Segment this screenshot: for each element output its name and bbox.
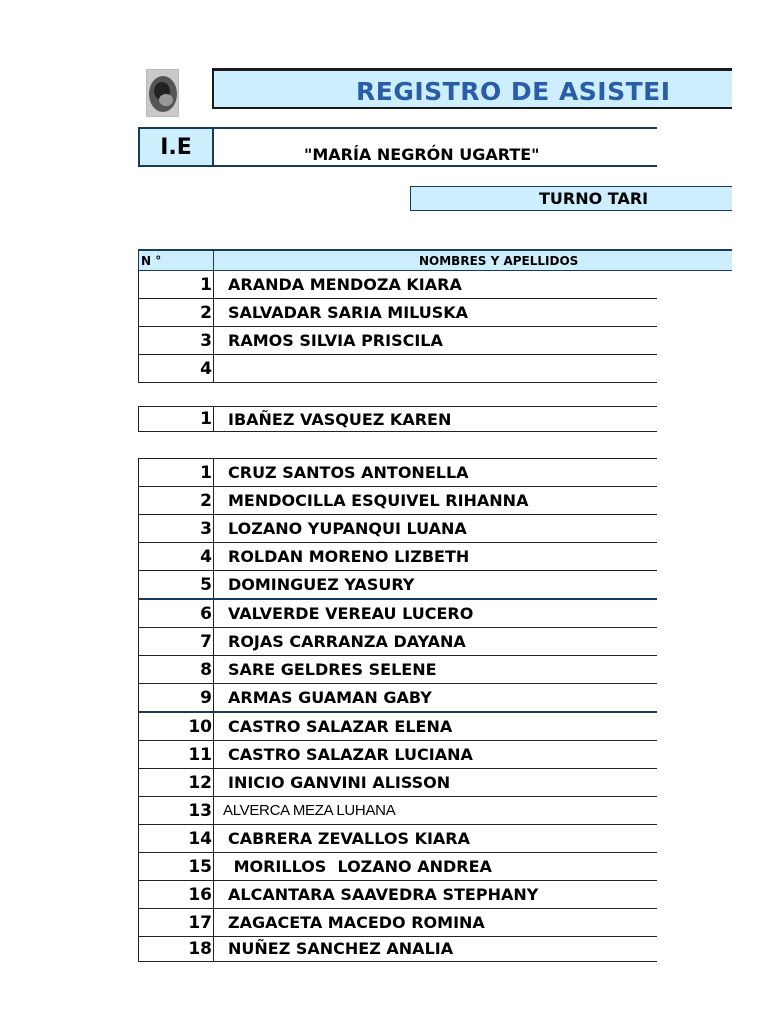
- row-number: 2: [139, 487, 214, 514]
- student-name: DOMINGUEZ YASURY: [228, 575, 415, 594]
- row-number: 2: [139, 299, 214, 326]
- table-row: [138, 881, 657, 909]
- table-row: [138, 937, 657, 962]
- table-row: [138, 299, 657, 327]
- row-number: 4: [139, 355, 214, 382]
- student-name: ZAGACETA MACEDO ROMINA: [228, 913, 485, 932]
- row-number: 6: [139, 600, 214, 627]
- row-number: 1: [139, 459, 214, 486]
- row-number: 18: [139, 937, 214, 961]
- table-row: [138, 797, 657, 825]
- turno-label: TURNO TARI: [539, 189, 649, 208]
- student-name: MORILLOS LOZANO ANDREA: [228, 857, 492, 876]
- table-row: [138, 459, 657, 487]
- row-number: 9: [139, 684, 214, 711]
- table-row: [138, 656, 657, 684]
- student-name: RAMOS SILVIA PRISCILA: [228, 331, 443, 350]
- turno-box: [410, 186, 732, 211]
- student-group-1: [138, 271, 657, 383]
- row-number: 10: [139, 713, 214, 740]
- table-row: [138, 327, 657, 355]
- row-number: 1: [139, 271, 214, 298]
- school-name-box: [212, 127, 657, 167]
- row-number: 7: [139, 628, 214, 655]
- table-row: [138, 543, 657, 571]
- row-number: 13: [139, 797, 214, 824]
- student-name: IBAÑEZ VASQUEZ KAREN: [228, 410, 452, 429]
- row-number: 14: [139, 825, 214, 852]
- column-header-number: N °: [141, 254, 162, 268]
- student-group-2: [138, 406, 657, 432]
- student-name: ARMAS GUAMAN GABY: [228, 688, 432, 707]
- student-name: SALVADAR SARIA MILUSKA: [228, 303, 469, 322]
- student-name: INICIO GANVINI ALISSON: [228, 773, 451, 792]
- row-number: 16: [139, 881, 214, 908]
- student-name: CASTRO SALAZAR LUCIANA: [228, 745, 473, 764]
- table-row: [138, 600, 657, 628]
- student-name: CABRERA ZEVALLOS KIARA: [228, 829, 471, 848]
- logo-image: [147, 70, 179, 117]
- table-row: [138, 487, 657, 515]
- student-name: SARE GELDRES SELENE: [228, 660, 437, 679]
- row-number: 8: [139, 656, 214, 683]
- table-row: [138, 853, 657, 881]
- student-name: LOZANO YUPANQUI LUANA: [228, 519, 467, 538]
- student-name: ALCANTARA SAAVEDRA STEPHANY: [228, 885, 539, 904]
- table-row: [138, 355, 657, 383]
- student-group-3: [138, 458, 657, 962]
- table-row: [138, 909, 657, 937]
- table-row: [138, 271, 657, 299]
- table-row: [138, 407, 657, 432]
- student-name: ROJAS CARRANZA DAYANA: [228, 632, 466, 651]
- school-name: "MARÍA NEGRÓN UGARTE": [304, 145, 540, 164]
- row-number: 3: [139, 515, 214, 542]
- row-number: 11: [139, 741, 214, 768]
- table-row: [138, 684, 657, 713]
- table-row: [138, 571, 657, 600]
- table-row: [138, 713, 657, 741]
- school-logo: [146, 69, 179, 117]
- student-name: ARANDA MENDOZA KIARA: [228, 275, 462, 294]
- table-row: [138, 741, 657, 769]
- row-number: 12: [139, 769, 214, 796]
- table-row: [138, 769, 657, 797]
- row-number: 4: [139, 543, 214, 570]
- student-name: NUÑEZ SANCHEZ ANALIA: [228, 939, 454, 958]
- student-name: CRUZ SANTOS ANTONELLA: [228, 463, 469, 482]
- student-name: MENDOCILLA ESQUIVEL RIHANNA: [228, 491, 529, 510]
- table-row: [138, 515, 657, 543]
- student-name: CASTRO SALAZAR ELENA: [228, 717, 453, 736]
- title-banner: [212, 68, 732, 109]
- student-name: ALVERCA MEZA LUHANA: [223, 802, 396, 819]
- student-name: VALVERDE VEREAU LUCERO: [228, 604, 474, 623]
- row-number: 5: [139, 571, 214, 598]
- row-number: 15: [139, 853, 214, 880]
- row-number: 17: [139, 909, 214, 936]
- table-row: [138, 825, 657, 853]
- student-name: ROLDAN MORENO LIZBETH: [228, 547, 470, 566]
- table-row: [138, 628, 657, 656]
- row-number: 3: [139, 327, 214, 354]
- row-number: 1: [139, 407, 214, 431]
- ie-label-box: [138, 127, 214, 167]
- page-title: REGISTRO DE ASISTEI: [356, 77, 671, 106]
- column-header-name: NOMBRES Y APELLIDOS: [419, 254, 579, 268]
- ie-label: I.E: [160, 134, 192, 160]
- table-header: [138, 249, 732, 271]
